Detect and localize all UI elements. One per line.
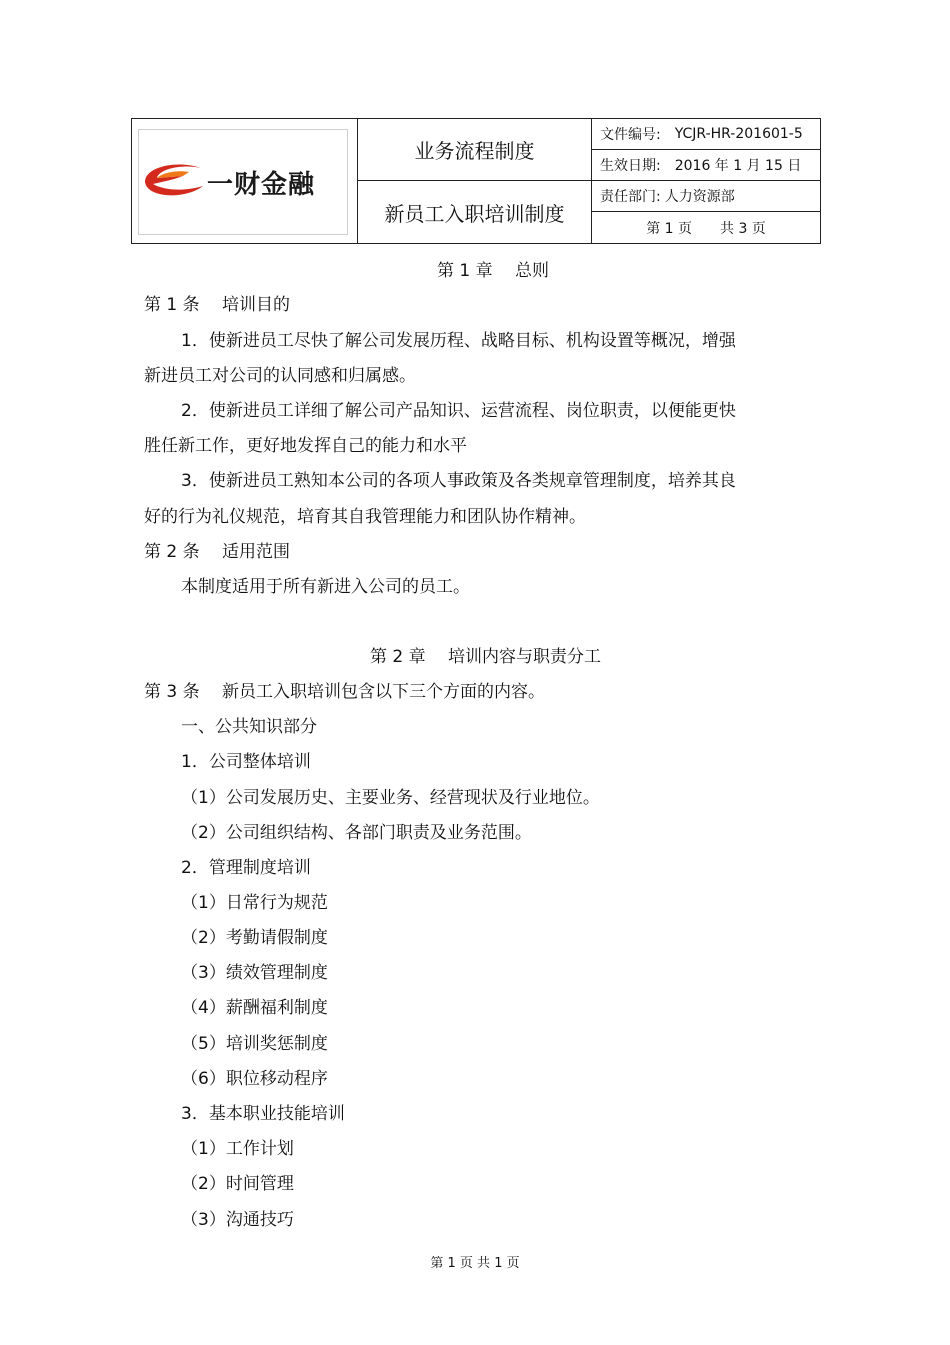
article-1-heading: 第 1 条 培训目的 [144,295,291,315]
logo-cell [132,119,358,243]
list-item: （4）薪酬福利制度 [181,998,328,1018]
article-2-heading: 第 2 条 适用范围 [144,542,291,562]
doc-number-row: 文件编号: YCJR-HR-201601-5 [592,119,820,150]
list-item: （2）公司组织结构、各部门职责及业务范围。 [181,823,532,843]
paragraph-line: 1．使新进员工尽快了解公司发展历程、战略目标、机构设置等概况，增强 [181,331,736,351]
paragraph-line: 2．使新进员工详细了解公司产品知识、运营流程、岗位职责，以便能更快 [181,401,736,421]
header-title-cell [358,119,592,243]
list-item: （3）沟通技巧 [181,1210,294,1230]
paragraph-line: 3．使新进员工熟知本公司的各项人事政策及各类规章管理制度，培养其良 [181,471,736,491]
doc-number: YCJR-HR-201601-5 [674,126,803,142]
department: 人力资源部 [664,189,735,205]
list-item: （2）时间管理 [181,1174,294,1194]
chapter-1-heading: 第 1 章 总则 [437,261,550,281]
paragraph-line: 新进员工对公司的认同感和归属感。 [144,366,416,386]
logo-swirl-icon [139,156,209,200]
list-item: 2．管理制度培训 [181,858,311,878]
list-item: （1）工作计划 [181,1139,294,1159]
page-footer: 第 1 页 共 1 页 [430,1256,520,1271]
list-item: （3）绩效管理制度 [181,963,328,983]
section-heading: 一、公共知识部分 [181,717,317,737]
list-item: 1．公司整体培训 [181,752,311,772]
paragraph-line: 胜任新工作，更好地发挥自己的能力和水平 [144,436,467,456]
list-item: （1）日常行为规范 [181,893,328,913]
logo-text: 一财金融 [207,170,316,200]
doc-category: 业务流程制度 [358,119,591,181]
paragraph-line: 本制度适用于所有新进入公司的员工。 [181,577,470,597]
doc-title: 新员工入职培训制度 [384,201,565,226]
chapter-2-heading: 第 2 章 培训内容与职责分工 [370,647,602,667]
list-item: 3．基本职业技能培训 [181,1104,345,1124]
effective-date: 2016 年 1 月 15 日 [674,158,802,174]
list-item: （6）职位移动程序 [181,1069,328,1089]
list-item: （2）考勤请假制度 [181,928,328,948]
page-info: 第 1 页 共 3 页 [646,220,766,237]
effective-date-row: 生效日期: 2016 年 1 月 15 日 [592,150,820,181]
department-row: 责任部门: 人力资源部 [592,181,820,212]
header-table [131,118,821,244]
list-item: （1）公司发展历史、主要业务、经营现状及行业地位。 [181,788,600,808]
article-3-heading: 第 3 条 新员工入职培训包含以下三个方面的内容。 [144,682,546,702]
list-item: （5）培训奖惩制度 [181,1034,328,1054]
company-logo [138,129,348,235]
paragraph-line: 好的行为礼仪规范，培育其自我管理能力和团队协作精神。 [144,507,586,527]
header-meta-cell [592,119,820,243]
